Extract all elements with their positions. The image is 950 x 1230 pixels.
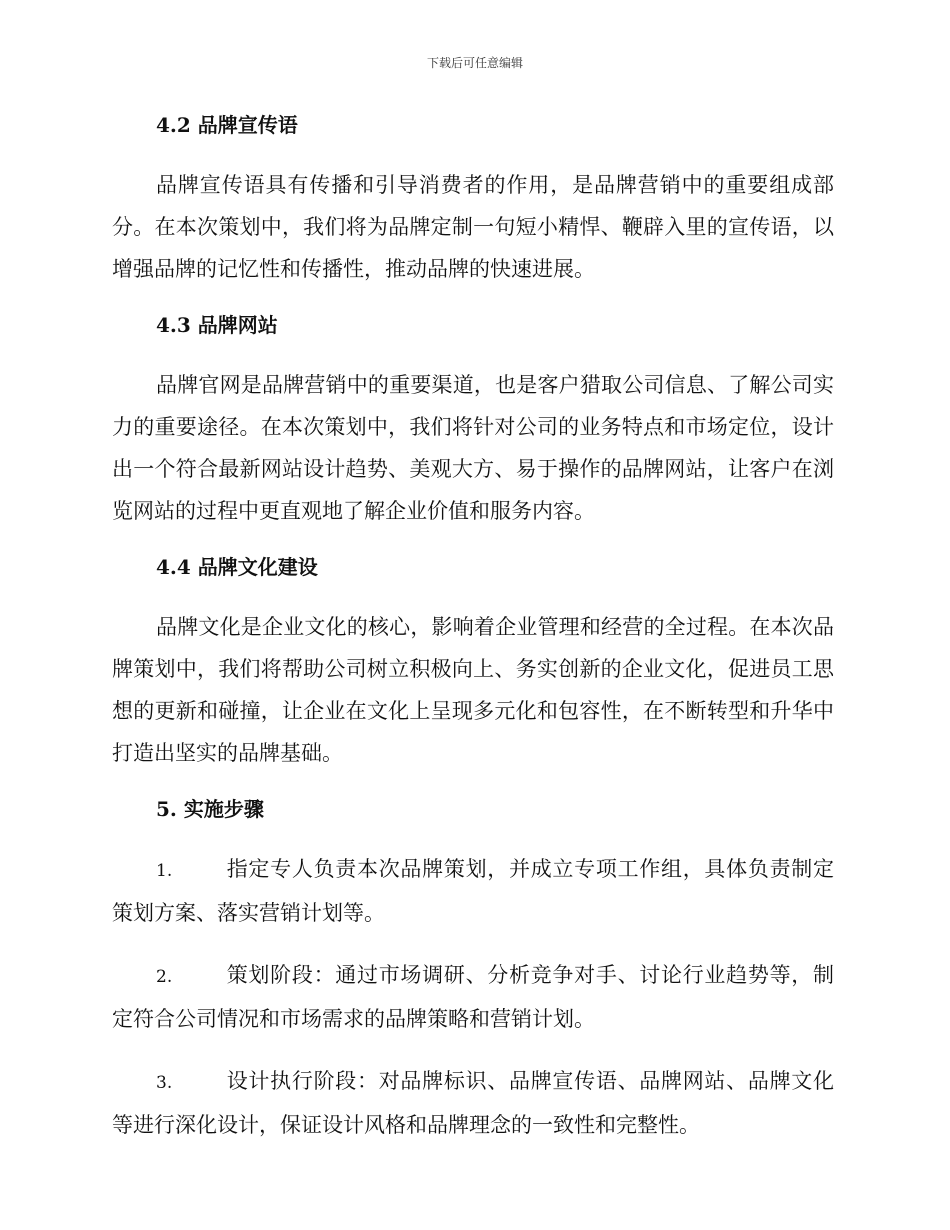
section-5-steps: [112, 794, 834, 1146]
section-heading: 5. 实施步骤: [156, 797, 264, 821]
section-heading: 4.3 品牌网站: [156, 313, 278, 337]
step-number: 1.: [156, 861, 173, 881]
section-paragraph: 品牌文化是企业文化的核心，影响着企业管理和经营的全过程。在本次品牌策划中，我们将帮助公司树立积极向上、务实创新的企业文化，促进员工思想的更新和碰撞，让企业在文化上呈现多元化和包容性，在不断转型和升华中打造出坚实的品牌基础。: [112, 615, 834, 765]
step-item: [112, 954, 834, 1040]
step-item: [112, 848, 834, 934]
section-heading: 4.2 品牌宣传语: [156, 113, 298, 137]
document-body: [112, 110, 834, 1166]
step-number: 3.: [156, 1073, 173, 1093]
step-number: 2.: [156, 967, 173, 987]
section-4-4: [112, 552, 834, 774]
section-paragraph: 品牌宣传语具有传播和引导消费者的作用，是品牌营销中的重要组成部分。在本次策划中，我们将为品牌定制一句短小精悍、鞭辟入里的宣传语，以增强品牌的记忆性和传播性，推动品牌的快速进展。: [112, 173, 834, 281]
section-paragraph: 品牌官网是品牌营销中的重要渠道，也是客户猎取公司信息、了解公司实力的重要途径。在本次策划中，我们将针对公司的业务特点和市场定位，设计出一个符合最新网站设计趋势、美观大方、易于操作的品牌网站，让客户在浏览网站的过程中更直观地了解企业价值和服务内容。: [112, 373, 834, 523]
step-text: 策划阶段：通过市场调研、分析竞争对手、讨论行业趋势等，制定符合公司情况和市场需求的品牌策略和营销计划。: [112, 963, 834, 1031]
page-header: 下载后可任意编辑: [426, 56, 523, 70]
step-text: 指定专人负责本次品牌策划，并成立专项工作组，具体负责制定策划方案、落实营销计划等。: [112, 857, 834, 925]
section-4-2: [112, 110, 834, 290]
step-item: [112, 1060, 834, 1146]
section-heading: 4.4 品牌文化建设: [156, 555, 318, 579]
section-4-3: [112, 310, 834, 532]
step-text: 设计执行阶段：对品牌标识、品牌宣传语、品牌网站、品牌文化等进行深化设计，保证设计风格和品牌理念的一致性和完整性。: [112, 1069, 834, 1137]
